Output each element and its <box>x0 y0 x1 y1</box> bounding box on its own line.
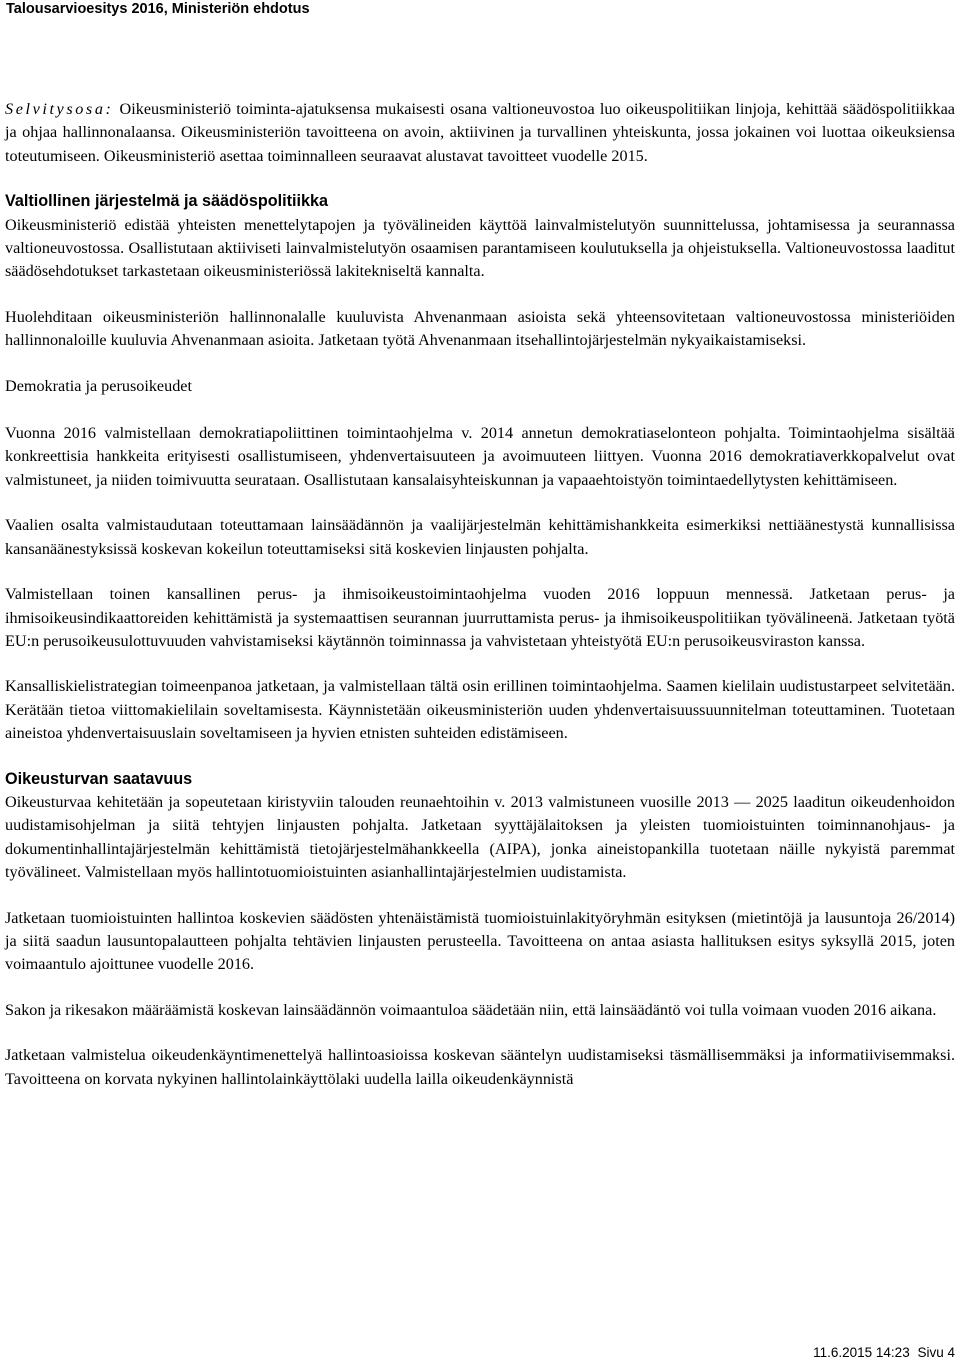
paragraph: Oikeusministeriö edistää yhteisten menettelytapojen ja työvälineiden käyttöä lainvalmistelutyön suunnittelussa, johtamisessa ja seurannassa valtioneuvostossa. Osallistutaan aktiiviseti lainvalmistelutyön osaamisen parantamiseen koulutuksella ja ohjeistuksella. Valtioneuvostossa laaditut säädösehdotukset tarkastetaan oikeusministeriössä lakitekniseltä kannalta. <box>5 215 955 281</box>
paragraph: Oikeusturvaa kehitetään ja sopeutetaan kiristyviin talouden reunaehtoihin v. 2013 valmistuneen vuosille 2013 — 2025 laaditun oikeudenhoidon uudistamisohjelman ja siitä tehtyjen linjausten pohjalta. Jatketaan syyttäjälaitoksen ja yleisten tuomioistuinten toiminnanohjaus- ja dokumentinhallintajärjestelmän kehittämistä tietojärjestelmähankkeella (AIPA), jonka aineistopankilla tuotetaan näille nykyistä paremmat työvälineet. Valmistellaan myös hallintotuomioistuinten asianhallintajärjestelmien uudistamista. <box>5 792 955 882</box>
page-footer <box>813 1345 955 1361</box>
paragraph: Jatketaan valmistelua oikeudenkäyntimenettelyä hallintoasioissa koskevan sääntelyn uudistamiseksi täsmällisemmäksi ja informatiivisemmaksi. Tavoitteena on korvata nykyinen hallintolainkäyttölaki uudella lailla oikeudenkäynnistä <box>5 1046 955 1088</box>
paragraph: Sakon ja rikesakon määräämistä koskevan lainsäädännön voimaantuloa säädetään niin, että lainsäädäntö voi tulla voimaan vuoden 2016 aikana. <box>5 1000 937 1019</box>
document-body <box>5 98 955 1091</box>
paragraph: Vuonna 2016 valmistellaan demokratiapoliittinen toimintaohjelma v. 2014 annetun demokratiaselonteon pohjalta. Toimintaohjelma sisältää konkreettisia hankkeita erityisesti osallistumiseen, yhdenvertaisuuteen ja avoimuuteen liittyen. Vuonna 2016 demokratiaverkkopalvelut ovat valmistuneet, ja niiden toimivuutta seurataan. Osallistutaan kansalaisyhteiskunnan ja vapaaehtoistyön toimintaedellytysten kehittämiseen. <box>5 424 955 489</box>
intro-paragraph <box>5 98 955 168</box>
paragraph: Huolehditaan oikeusministeriön hallinnonalalle kuuluvista Ahvenanmaan asioista sekä yhteensovitetaan valtioneuvostossa ministeriöiden hallinnonaloille kuuluvia Ahvenanmaan asioita. Jatketaan työtä Ahvenanmaan itsehallintojärjestelmän nykyaikaistamiseksi. <box>5 307 955 350</box>
intro-label: Selvitysosa: <box>5 100 114 118</box>
section-heading-demokratia: Demokratia ja perusoikeudet <box>5 376 192 395</box>
paragraph: Valmistellaan toinen kansallinen perus- ja ihmisoikeustoimintaohjelma vuoden 2016 loppuun mennessä. Jatketaan perus- ja ihmisoikeusindikaattoreiden kehittämistä ja systemaattisen seurannan juurruttamista perus- ja ihmisoikeuspolitiikan työvälineenä. Jatketaan työtä EU:n perusoikeusulottuvuuden vahvistamiseksi käytännön toiminnassa ja vahvistetaan yhteistyötä EU:n perusoikeusviraston kanssa. <box>5 585 955 650</box>
paragraph: Vaalien osalta valmistaudutaan toteuttamaan lainsäädännön ja vaalijärjestelmän kehittämishankkeita esimerkiksi nettiäänestystä kunnallisissa kansanäänestyksissä koskevan kokeilun toteuttamiseksi sitä koskevien linjausten pohjalta. <box>5 516 955 558</box>
document-header: Talousarvioesitys 2016, Ministeriön ehdotus <box>6 1 310 17</box>
intro-text: Oikeusministeriö toiminta-ajatuksensa mukaisesti osana valtioneuvostoa luo oikeuspolitiikan linjoja, kehittää säädöspolitiikkaa ja ohjaa hallinnonalaansa. Oikeusministeriön tavoitteena on avoin, aktiivinen ja turvallinen yhteiskunta, jossa jokainen voi luottaa oikeuksiensa toteutumiseen. Oikeusministeriö asettaa toiminnalleen seuraavat alustavat tavoitteet vuodelle 2015. <box>5 100 955 165</box>
footer-page-number: Sivu 4 <box>917 1345 955 1360</box>
section-heading-valtiollinen: Valtiollinen järjestelmä ja säädöspolitiikka <box>5 192 328 211</box>
paragraph: Kansalliskielistrategian toimeenpanoa jatketaan, ja valmistellaan tältä osin erillinen toimintaohjelma. Saamen kielilain uudistustarpeet selvitetään. Kerätään tietoa viittomakielilain soveltamisesta. Käynnistetään oikeusministeriön uuden yhdenvertaisuussuunnitelman toteuttaminen. Tuotetaan aineistoa yhdenvertaisuuslain soveltamiseen ja hyvien etnisten suhteiden edistämiseen. <box>5 677 955 743</box>
footer-datetime: 11.6.2015 14:23 <box>813 1345 910 1360</box>
section-heading-oikeusturva: Oikeusturvan saatavuus <box>5 769 193 788</box>
paragraph: Jatketaan tuomioistuinten hallintoa koskevien säädösten yhtenäistämistä tuomioistuinlakityöryhmän esityksen (mietintöjä ja lausuntoja 26/2014) ja siitä saadun lausuntopalautteen pohjalta tehtävien linjausten perusteella. Tavoitteena on antaa asiasta hallituksen esitys syksyllä 2015, joten voimaantulo ajoittunee vuodelle 2016. <box>5 908 955 974</box>
